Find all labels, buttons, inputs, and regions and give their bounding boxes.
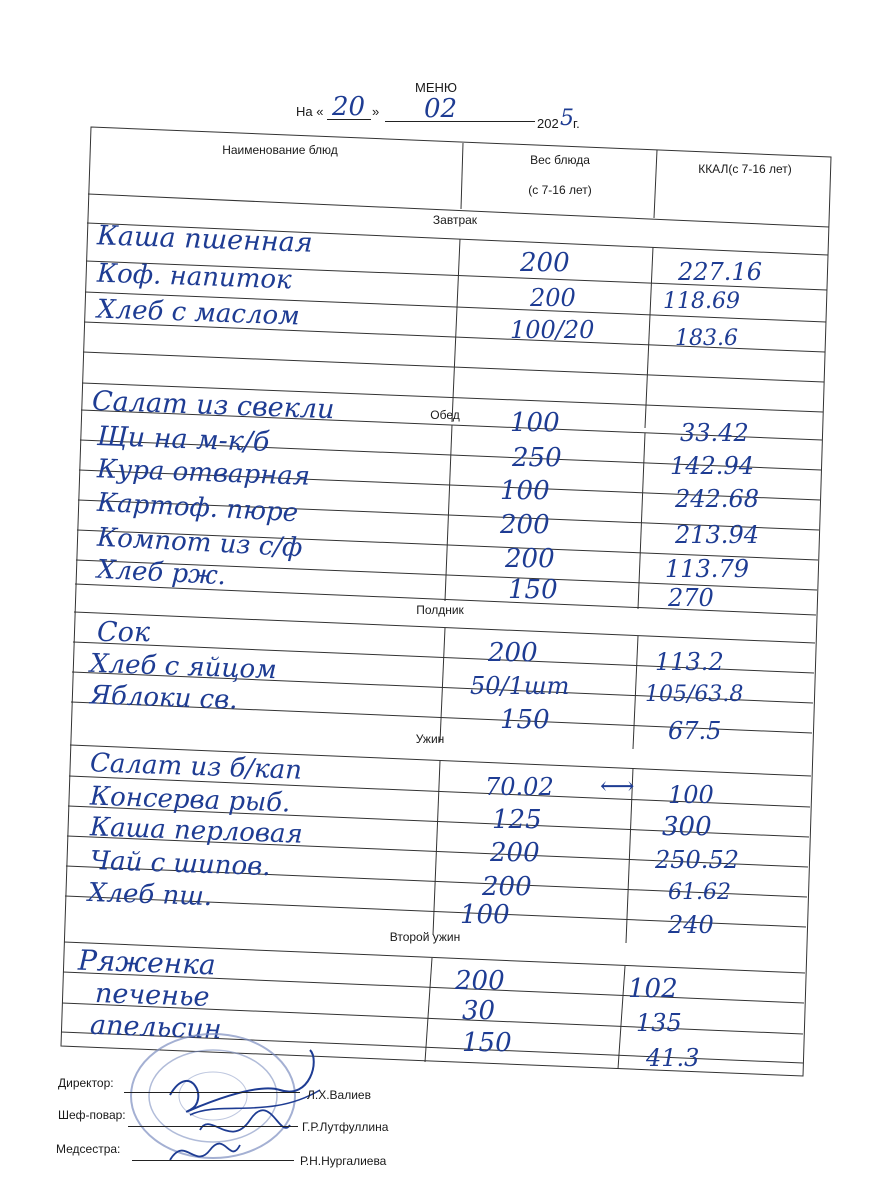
menu-item-kcal: 242.68	[675, 485, 759, 513]
menu-item-kcal: 100	[668, 781, 714, 809]
section-second-dinner: Второй ужин	[389, 930, 461, 944]
header-col1	[461, 143, 463, 209]
menu-item-weight: 150	[508, 575, 558, 605]
chef-line	[128, 1126, 298, 1127]
menu-item-kcal: 41.3	[646, 1044, 700, 1072]
menu-item-name: апельсин	[89, 1009, 223, 1046]
section-lunch: Обед	[430, 408, 460, 422]
menu-item-name: Салат из свекли	[91, 385, 335, 426]
menu-item-kcal: 240	[668, 911, 714, 939]
nurse-label: Медсестра:	[56, 1142, 121, 1156]
menu-item-kcal: 118.69	[663, 289, 740, 314]
menu-item-weight: 50/1шт	[470, 672, 570, 700]
date-day: 20	[332, 92, 366, 122]
menu-item-name: Чай с шипов.	[89, 845, 272, 883]
menu-item-name: Каша перловая	[89, 812, 304, 850]
menu-item-name: Коф. напиток	[96, 258, 293, 296]
chef-name: Г.Р.Лутфуллина	[302, 1120, 389, 1134]
menu-item-name: Ряженка	[77, 943, 217, 982]
menu-item-kcal: 227.16	[678, 258, 762, 286]
menu-item-weight: 200	[520, 248, 570, 278]
date-month: 02	[424, 94, 458, 124]
menu-item-name: Компот из с/ф	[96, 522, 304, 564]
menu-item-weight: 250	[512, 443, 562, 473]
menu-item-kcal: 61.62	[668, 880, 731, 905]
menu-item-name: Каша пшенная	[96, 220, 314, 259]
date-year-digit: 5	[560, 106, 574, 131]
menu-item-kcal: 105/63.8	[645, 682, 744, 707]
menu-item-name: Хлеб с яйцом	[89, 648, 278, 686]
menu-item-kcal: 250.52	[655, 846, 739, 874]
menu-item-weight: 200	[490, 838, 540, 868]
section-snack: Полдник	[416, 603, 464, 617]
menu-item-kcal: 135	[636, 1009, 682, 1037]
menu-item-weight: 200	[488, 638, 538, 668]
menu-item-kcal: 33.42	[680, 419, 749, 447]
menu-item-weight: 150	[462, 1028, 512, 1058]
director-name: Л.Х.Валиев	[307, 1088, 371, 1102]
nurse-line	[132, 1160, 294, 1161]
menu-item-weight: 100	[460, 900, 510, 930]
col-header-name: Наименование блюд	[222, 143, 338, 157]
nurse-name: Р.Н.Нургалиева	[300, 1154, 387, 1168]
section-dinner: Ужин	[415, 732, 445, 746]
menu-item-name: Хлеб с маслом	[96, 294, 301, 332]
menu-item-kcal: 213.94	[675, 521, 759, 549]
menu-item-weight: 125	[492, 805, 542, 835]
menu-item-weight: 70.02	[485, 773, 554, 801]
menu-item-kcal: 113.2	[655, 648, 724, 676]
arrow-icon: ⟷	[600, 772, 635, 800]
menu-item-weight: 200	[530, 284, 576, 312]
date-mid: »	[372, 104, 380, 119]
section-breakfast: Завтрак	[432, 213, 478, 227]
menu-item-weight: 200	[482, 872, 532, 902]
page-title: МЕНЮ	[414, 80, 458, 95]
menu-item-name: Картоф. пюре	[96, 487, 299, 529]
menu-item-weight: 150	[500, 705, 550, 735]
menu-item-name: Консерва рыб.	[89, 781, 291, 819]
menu-item-name: Хлеб рж.	[96, 554, 227, 592]
menu-item-name: Хлеб пш.	[87, 877, 213, 913]
menu-item-name: печенье	[94, 978, 211, 1013]
col-header-kcal: ККАЛ(с 7-16 лет)	[698, 162, 792, 176]
menu-item-kcal: 67.5	[668, 717, 722, 745]
chef-label: Шеф-повар:	[58, 1108, 126, 1122]
menu-item-kcal: 102	[628, 974, 678, 1004]
menu-item-kcal: 270	[668, 584, 714, 612]
menu-item-name: Сок	[97, 617, 151, 648]
director-label: Директор:	[58, 1076, 114, 1090]
menu-item-kcal: 113.79	[665, 555, 749, 583]
menu-item-kcal: 300	[662, 812, 712, 842]
date-prefix: На «	[296, 104, 324, 119]
menu-item-weight: 100	[500, 476, 550, 506]
menu-item-weight: 200	[455, 966, 505, 996]
col-header-weight-line2: (с 7-16 лет)	[528, 183, 592, 197]
menu-item-kcal: 142.94	[670, 452, 754, 480]
date-year-prefix: 202	[537, 116, 559, 131]
date-suffix: г.	[573, 116, 580, 131]
col-header-weight-line1: Вес блюда	[530, 153, 590, 167]
menu-item-name: Щи на м-к/б	[96, 420, 270, 459]
menu-item-name: Салат из б/кап	[89, 748, 303, 786]
menu-item-name: Кура отварная	[96, 454, 311, 492]
director-line	[124, 1092, 300, 1093]
menu-item-weight: 100	[510, 408, 560, 438]
menu-item-weight: 100/20	[510, 316, 595, 344]
menu-item-weight: 200	[500, 510, 550, 540]
menu-item-weight: 200	[505, 544, 555, 574]
menu-item-weight: 30	[462, 996, 496, 1026]
menu-item-kcal: 183.6	[675, 326, 738, 351]
menu-item-name: Яблоки св.	[89, 680, 239, 716]
